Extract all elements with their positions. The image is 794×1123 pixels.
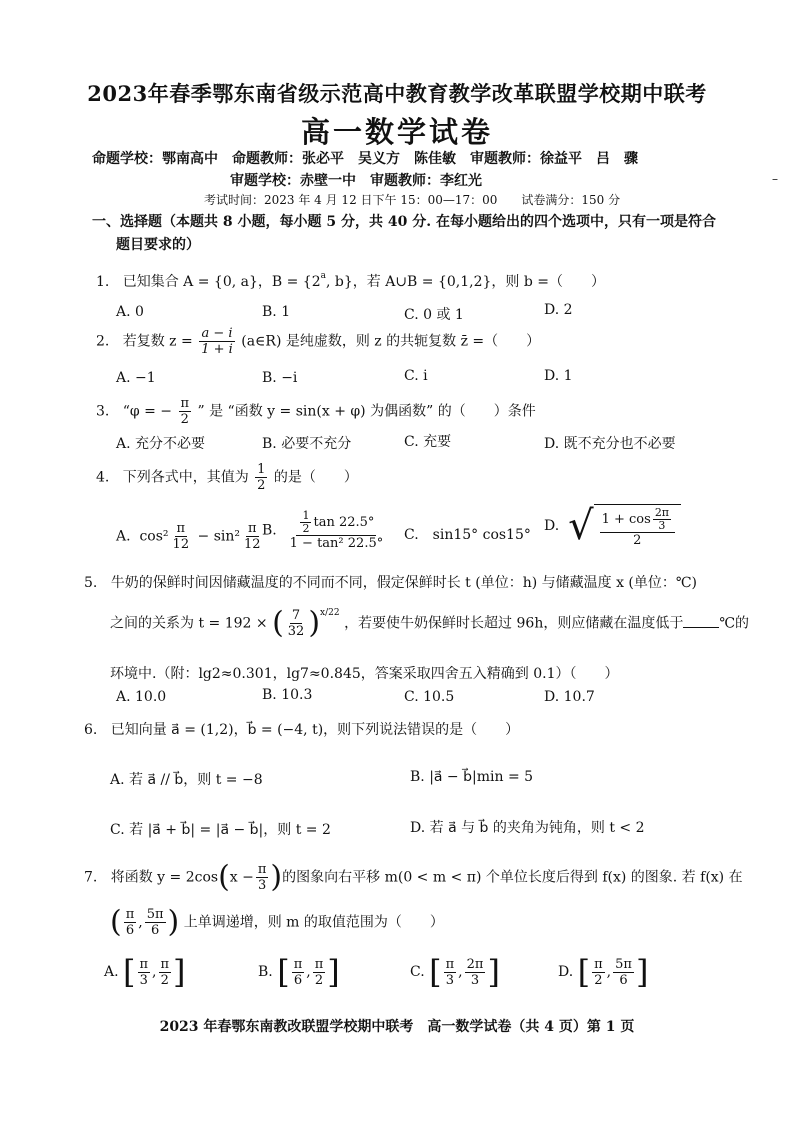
q5-option-d: D. 10.7 — [544, 689, 595, 705]
denominator: 3 — [470, 972, 480, 988]
question-text: 牛奶的保鲜时间因储藏温度的不同而不同，假定保鲜时长 t (单位：h) 与储藏温度 x (单位：℃) — [110, 575, 698, 591]
authors-line-1: 命题学校：鄂南高中 命题教师：张必平 吴义方 陈佳敏 审题教师：徐益平 吕 骤 — [92, 151, 638, 167]
denominator: 32 — [287, 624, 305, 639]
q2-option-c: C. i — [404, 368, 428, 384]
question-text: 已知集合 A = {0, a}，B = {2 — [122, 274, 321, 290]
denominator: 6 — [125, 923, 135, 938]
q5-option-a: A. 10.0 — [116, 689, 167, 705]
numerator: 2π — [466, 956, 484, 972]
q4-option-d — [544, 504, 681, 548]
q6-option-d: D. 若 a⃗ 与 b⃗ 的夹角为钝角，则 t < 2 — [410, 820, 645, 836]
numerator: π — [139, 956, 149, 972]
q3-option-c: C. 充要 — [404, 434, 452, 450]
denominator: 1 − tan² 22.5° — [289, 536, 384, 551]
q6-option-a: A. 若 a⃗ // b⃗，则 t = −8 — [110, 772, 263, 788]
section-heading: 一、选择题（本题共 8 小题，每小题 5 分，共 40 分. 在每小题给出的四个选项中，只有一项是符合 — [92, 214, 716, 230]
interval-start — [124, 907, 137, 938]
denominator: 6 — [293, 972, 303, 988]
question-number: 7. — [84, 869, 98, 886]
inner-expr: x − — [229, 869, 254, 886]
authors-line-2: 审题学校：赤壁一中 审题教师：李红光 — [230, 173, 482, 189]
q1-option-a: A. 0 — [116, 304, 144, 320]
unit: ℃的 — [719, 615, 750, 632]
q7-option-b: B. [ $\frac{\pi}{6}$ , $\frac{\pi}{2}$ ] — [258, 953, 340, 991]
question-7: 7. 将函数 y = 2cos(x − $\frac{\pi}{3}$ )的图象向右平移 m(0 < m < π) 个单位长度后得到 f(x) 的图象. 若 f(x) 在 — [84, 859, 743, 895]
q2-option-a: A. −1 — [116, 370, 156, 386]
question-number: 5. — [84, 575, 98, 591]
question-text: 若复数 z = — [122, 333, 193, 350]
question-5-line2: 之间的关系为 t = 192 × ( $\frac{7}{32}$ )$^{x/22}$ ，若要使牛奶保鲜时长超过 96h，则应储藏在温度低于 ℃的 — [110, 605, 750, 641]
section-heading-cont: 题目要求的） — [116, 237, 200, 253]
q6-option-b: B. |a⃗ − b⃗|min = 5 — [410, 769, 534, 785]
expr: cos² — [139, 528, 169, 545]
question-text-cont: 的图象向右平移 m(0 < m < π) 个单位长度后得到 f(x) 的图象. 若 f(x) 在 — [282, 869, 743, 886]
fraction — [256, 862, 269, 893]
q4-option-a — [116, 521, 265, 552]
inner-numerator: 1 — [302, 509, 310, 522]
numerator — [600, 507, 675, 533]
q5-option-c: C. 10.5 — [404, 689, 455, 705]
numerator: π — [180, 396, 190, 411]
option-label: B. — [262, 522, 277, 539]
q1-option-c: C. 0 或 1 — [404, 307, 464, 323]
numerator: π — [176, 521, 186, 536]
superscript: a — [320, 271, 326, 281]
expr-cont: − sin² — [193, 528, 241, 545]
option-label: D. — [558, 964, 574, 980]
numerator: a − i — [201, 326, 233, 341]
numerator: π — [314, 956, 324, 972]
q2-option-d: D. 1 — [544, 368, 573, 384]
inner-denominator: 3 — [658, 519, 666, 532]
q4-option-b — [262, 510, 387, 551]
numerator: π — [594, 956, 603, 972]
numerator — [296, 510, 376, 536]
inner-fraction — [300, 510, 311, 535]
exponent: x/22 — [320, 608, 340, 618]
denominator: 3 — [445, 972, 455, 988]
q7-option-a: A. [ $\frac{\pi}{3}$ , $\frac{\pi}{2}$ ] — [104, 953, 186, 991]
question-6 — [84, 719, 519, 739]
numerator: π — [445, 956, 455, 972]
question-text-cont: ” 是 “函数 y = sin(x + φ) 为偶函数” 的（ ）条件 — [197, 403, 536, 420]
q2-option-b: B. −i — [262, 370, 298, 386]
numerator: 1 — [257, 462, 266, 477]
q1-option-b: B. 1 — [262, 304, 291, 320]
q3-option-b: B. 必要不充分 — [262, 436, 352, 452]
margin-mark: – — [772, 172, 778, 186]
denominator: 2 — [633, 533, 642, 548]
question-5 — [84, 572, 697, 592]
denominator: 12 — [172, 537, 190, 552]
tan-expr: tan 22.5° — [313, 515, 375, 530]
inner-numerator: 2π — [654, 506, 670, 519]
question-1 — [96, 271, 605, 291]
denominator: 2 — [594, 972, 603, 988]
q4-option-c: C. sin15° cos15° — [404, 527, 531, 543]
expr: 1 + cos — [601, 512, 651, 527]
question-number: 2. — [96, 333, 110, 350]
denominator: 3 — [139, 972, 148, 988]
fraction — [286, 608, 307, 639]
denominator: 3 — [258, 878, 267, 893]
numerator: π — [248, 521, 257, 536]
question-text: 已知向量 a⃗ = (1,2)，b⃗ = (−4, t)，则下列说法错误的是（ ） — [110, 722, 520, 738]
option-label: D. — [544, 518, 560, 534]
denominator: 2 — [180, 412, 189, 427]
q5-option-b: B. 10.3 — [262, 687, 313, 703]
question-4 — [96, 462, 358, 493]
denominator: 12 — [244, 537, 261, 552]
denominator: 2 — [314, 972, 324, 988]
question-text-cont: (a∈R) 是纯虚数，则 z 的共轭复数 z̄ =（ ） — [241, 333, 541, 350]
fraction — [199, 326, 235, 357]
q7-option-d: D. [ $\frac{\pi}{2}$ , $\frac{5\pi}{6}$ ] — [558, 953, 649, 991]
q3-option-d: D. 既不充分也不必要 — [544, 436, 676, 452]
numerator: π — [257, 862, 267, 877]
question-text-cont: 的是（ ） — [273, 469, 358, 486]
denominator: 6 — [150, 923, 160, 938]
sqrt-symbol: √ 1 + cos $\frac{2\pi}{3}$ 2 — [568, 504, 681, 548]
numerator: 5π — [615, 956, 632, 972]
question-text-cont: , b}，若 A∪B = {0,1,2}，则 b =（ ） — [326, 274, 606, 290]
question-number: 1. — [96, 274, 110, 290]
option-label: A. — [116, 528, 131, 545]
question-number: 4. — [96, 469, 110, 486]
answer-blank — [683, 617, 719, 628]
numerator: 5π — [146, 907, 164, 922]
numerator: π — [160, 956, 170, 972]
question-number: 6. — [84, 722, 98, 738]
option-label: A. — [104, 964, 119, 980]
question-text: “φ = − — [122, 403, 173, 420]
denominator: 2 — [257, 478, 266, 493]
interval-end — [145, 907, 166, 938]
q3-option-a: A. 充分不必要 — [116, 436, 206, 452]
exam-time: 考试时间：2023 年 4 月 12 日下午 15：00—17：00 试卷满分：150 分 — [204, 193, 621, 207]
fraction — [288, 510, 386, 551]
question-5-line3: 环境中.（附：lg2≈0.301，lg7≈0.845，答案采取四舍五入精确到 0.1）（ ） — [110, 666, 619, 682]
question-text: 下列各式中，其值为 — [122, 469, 249, 486]
numerator: 7 — [291, 608, 301, 623]
numerator: π — [293, 956, 303, 972]
denominator: 2 — [160, 972, 169, 988]
question-number: 3. — [96, 403, 110, 420]
fraction-2 — [242, 521, 263, 552]
inner-fraction — [653, 507, 671, 532]
option-label: C. — [410, 964, 425, 980]
q1-option-d: D. 2 — [544, 302, 573, 318]
fraction — [600, 507, 675, 548]
fraction — [255, 462, 267, 493]
q7-option-c: C. [ $\frac{\pi}{3}$ , $\frac{2\pi}{3}$ ] — [410, 953, 500, 991]
exam-title: 2023年春季鄂东南省级示范高中教育教学改革联盟学校期中联考 — [87, 81, 707, 106]
inner-denominator: 2 — [302, 522, 310, 535]
question-7-line2: ( $\frac{\pi}{6}$ , $\frac{5\pi}{6}$ ) 上单调递增，则 m 的取值范围为（ ） — [110, 904, 444, 940]
question-2 — [96, 326, 540, 357]
question-text: 将函数 y = 2cos — [110, 869, 219, 886]
subject-title: 高一数学试卷 — [300, 115, 493, 149]
q6-option-c: C. 若 |a⃗ + b⃗| = |a⃗ − b⃗|，则 t = 2 — [110, 822, 331, 838]
denominator: 1 + i — [201, 342, 233, 357]
option-label: B. — [258, 964, 273, 980]
question-text: 之间的关系为 t = 192 × — [110, 615, 268, 632]
fraction — [179, 396, 192, 427]
denominator: 6 — [619, 972, 628, 988]
question-3 — [96, 396, 536, 427]
page-footer: 2023 年春鄂东南教改联盟学校期中联考 高一数学试卷（共 4 页）第 1 页 — [159, 1019, 635, 1035]
fraction — [171, 521, 192, 552]
question-text-cont: ，若要使牛奶保鲜时长超过 96h，则应储藏在温度低于 — [344, 615, 684, 632]
question-text-cont: 上单调递增，则 m 的取值范围为（ ） — [183, 914, 444, 931]
numerator: π — [125, 907, 135, 922]
